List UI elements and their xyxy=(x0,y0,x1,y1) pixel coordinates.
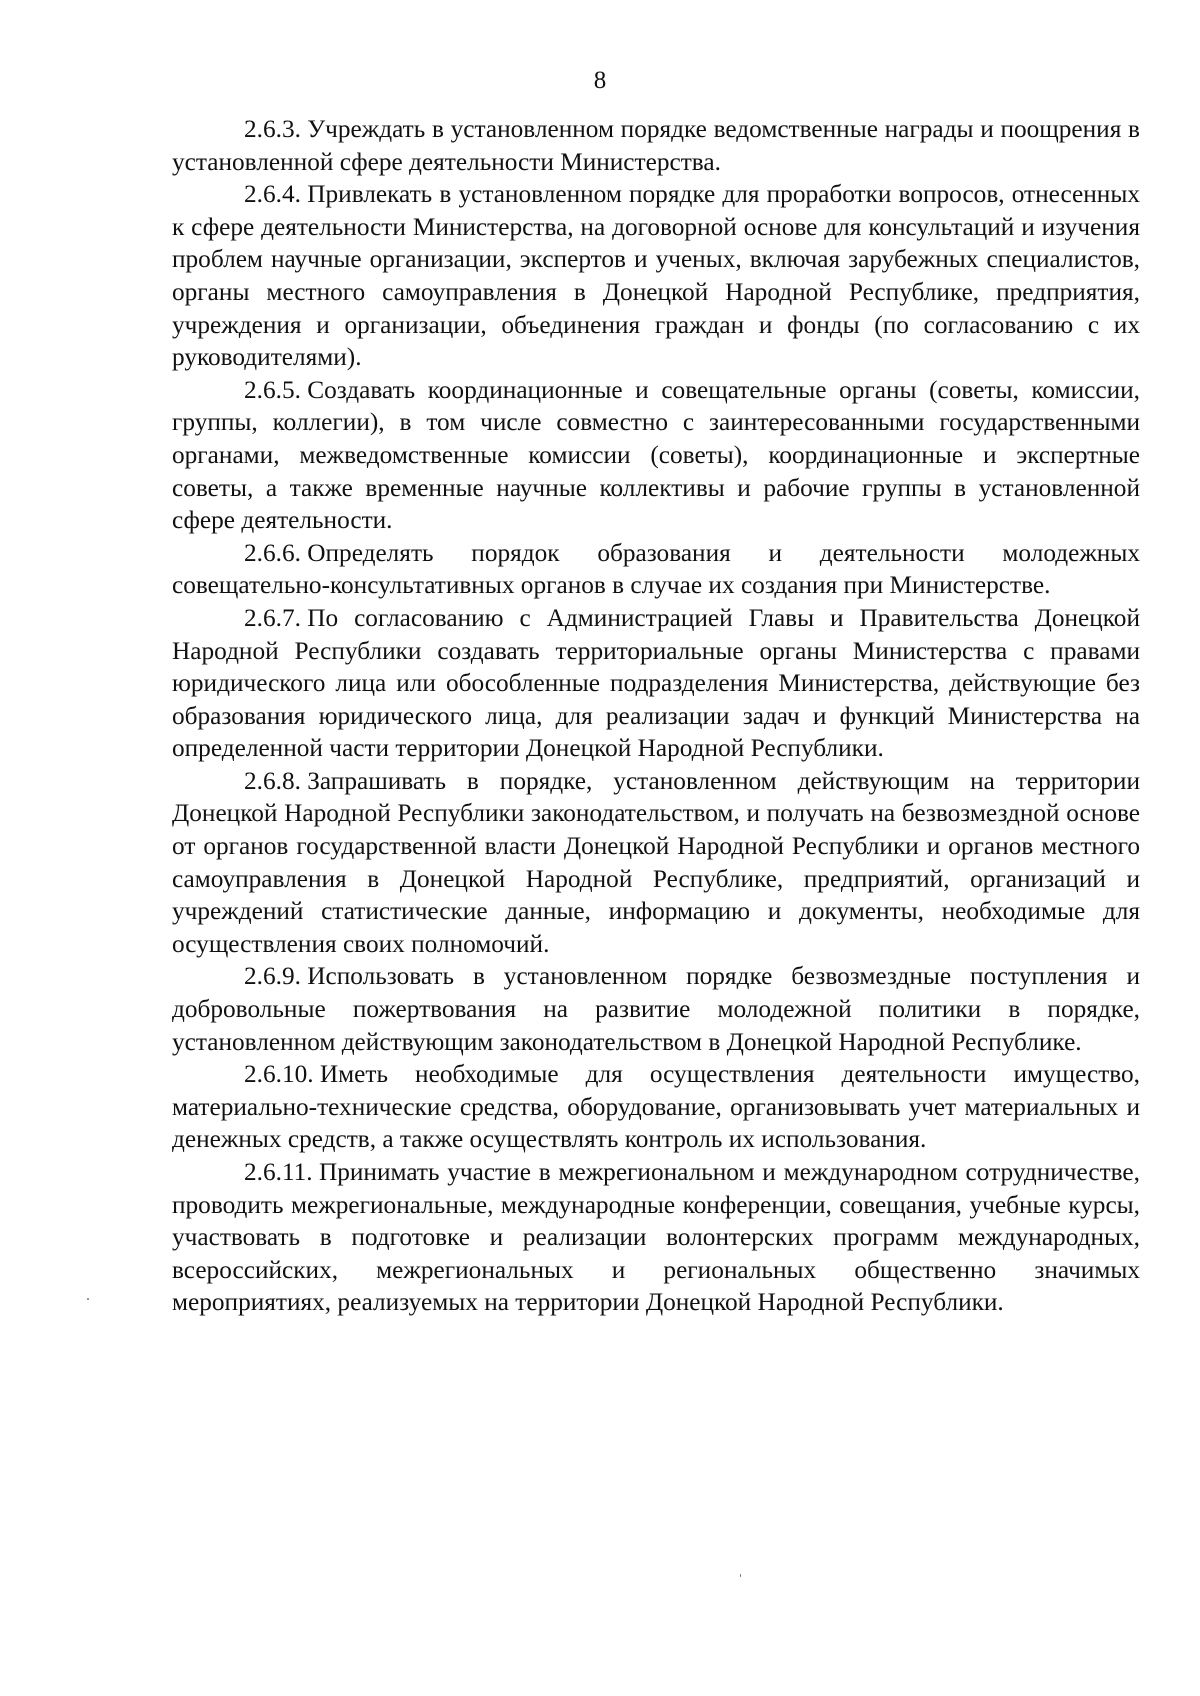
paragraph-2-6-10 xyxy=(172,1058,1140,1156)
scan-speck xyxy=(740,1574,741,1577)
document-body xyxy=(172,113,1140,1319)
paragraph-text: Принимать участие в межрегиональном и международном сотрудничестве, проводить межрегиональные, международные конференции, совещания, учебные курсы, участвовать в подготовке и реализации волонтерских программ международных, всероссийских, межрегиональных и региональных общественно значимых мероприятиях, реализуемых на территории Донецкой Народной Республики. xyxy=(172,1158,1140,1317)
paragraph-text: Учреждать в установленном порядке ведомственные награды и поощрения в установленной сфере деятельности Министерства. xyxy=(172,115,1140,176)
paragraph-text: Определять порядок образования и деятельности молодежных совещательно-консультативных органов в случае их создания при Министерстве. xyxy=(172,538,1140,600)
paragraph-2-6-7 xyxy=(172,602,1140,765)
paragraph-2-6-8 xyxy=(172,765,1140,961)
paragraph-text: По согласованию с Администрацией Главы и Правительства Донецкой Народной Республики создавать территориальные органы Министерства с правами юридического лица или обособленные подразделения Министерства, действующие без образования юридического лица, для реализации задач и функций Министерства на определенной части территории Донецкой Народной Республики. xyxy=(172,603,1140,763)
paragraph-number: 2.6.6. xyxy=(244,538,301,567)
paragraph-number: 2.6.11. xyxy=(244,1158,313,1186)
paragraph-number: 2.6.8. xyxy=(244,766,301,795)
paragraph-2-6-9 xyxy=(172,960,1140,1058)
paragraph-number: 2.6.5. xyxy=(244,375,301,404)
paragraph-2-6-5 xyxy=(172,374,1140,537)
paragraph-number: 2.6.4. xyxy=(244,180,301,209)
paragraph-text: Запрашивать в порядке, установленном действующим на территории Донецкой Народной Республики законодательством, и получать на безвозмездной основе от органов государственной власти Донецкой Народной Республики и органов местного самоуправления в Донецкой Народной Республике, предприятий, организаций и учреждений статистические данные, информацию и документы, необходимые для осуществления своих полномочий. xyxy=(172,766,1140,958)
paragraph-2-6-6 xyxy=(172,537,1140,602)
paragraph-number: 2.6.3. xyxy=(244,115,301,143)
paragraph-number: 2.6.10. xyxy=(244,1060,314,1089)
paragraph-text: Использовать в установленном порядке безвозмездные поступления и добровольные пожертвования на развитие молодежной политики в порядке, установленном действующим законодательством в Донецкой Народной Республике. xyxy=(172,962,1140,1056)
paragraph-number: 2.6.9. xyxy=(244,962,301,991)
paragraph-2-6-4 xyxy=(172,178,1140,374)
page-number: 8 xyxy=(593,67,607,94)
scan-speck xyxy=(87,1298,89,1300)
paragraph-2-6-3 xyxy=(172,113,1140,178)
paragraph-text: Создавать координационные и совещательные органы (советы, комиссии, группы, коллегии), в том числе совместно с заинтересованными государственными органами, межведомственные комиссии (советы), координационные и экспертные советы, а также временные научные коллективы и рабочие группы в установленной сфере деятельности. xyxy=(172,375,1140,535)
paragraph-text: Привлекать в установленном порядке для проработки вопросов, отнесенных к сфере деятельности Министерства, на договорной основе для консультаций и изучения проблем научные организации, экспертов и ученых, включая зарубежных специалистов, органы местного самоуправления в Донецкой Народной Республике, предприятия, учреждения и организации, объединения граждан и фонды (по согласованию с их руководителями). xyxy=(172,180,1140,372)
paragraph-2-6-11 xyxy=(172,1156,1140,1319)
paragraph-text: Иметь необходимые для осуществления деятельности имущество, материально-технические средства, оборудование, организовывать учет материальных и денежных средств, а также осуществлять контроль их использования. xyxy=(172,1060,1140,1154)
paragraph-number: 2.6.7. xyxy=(244,603,301,632)
